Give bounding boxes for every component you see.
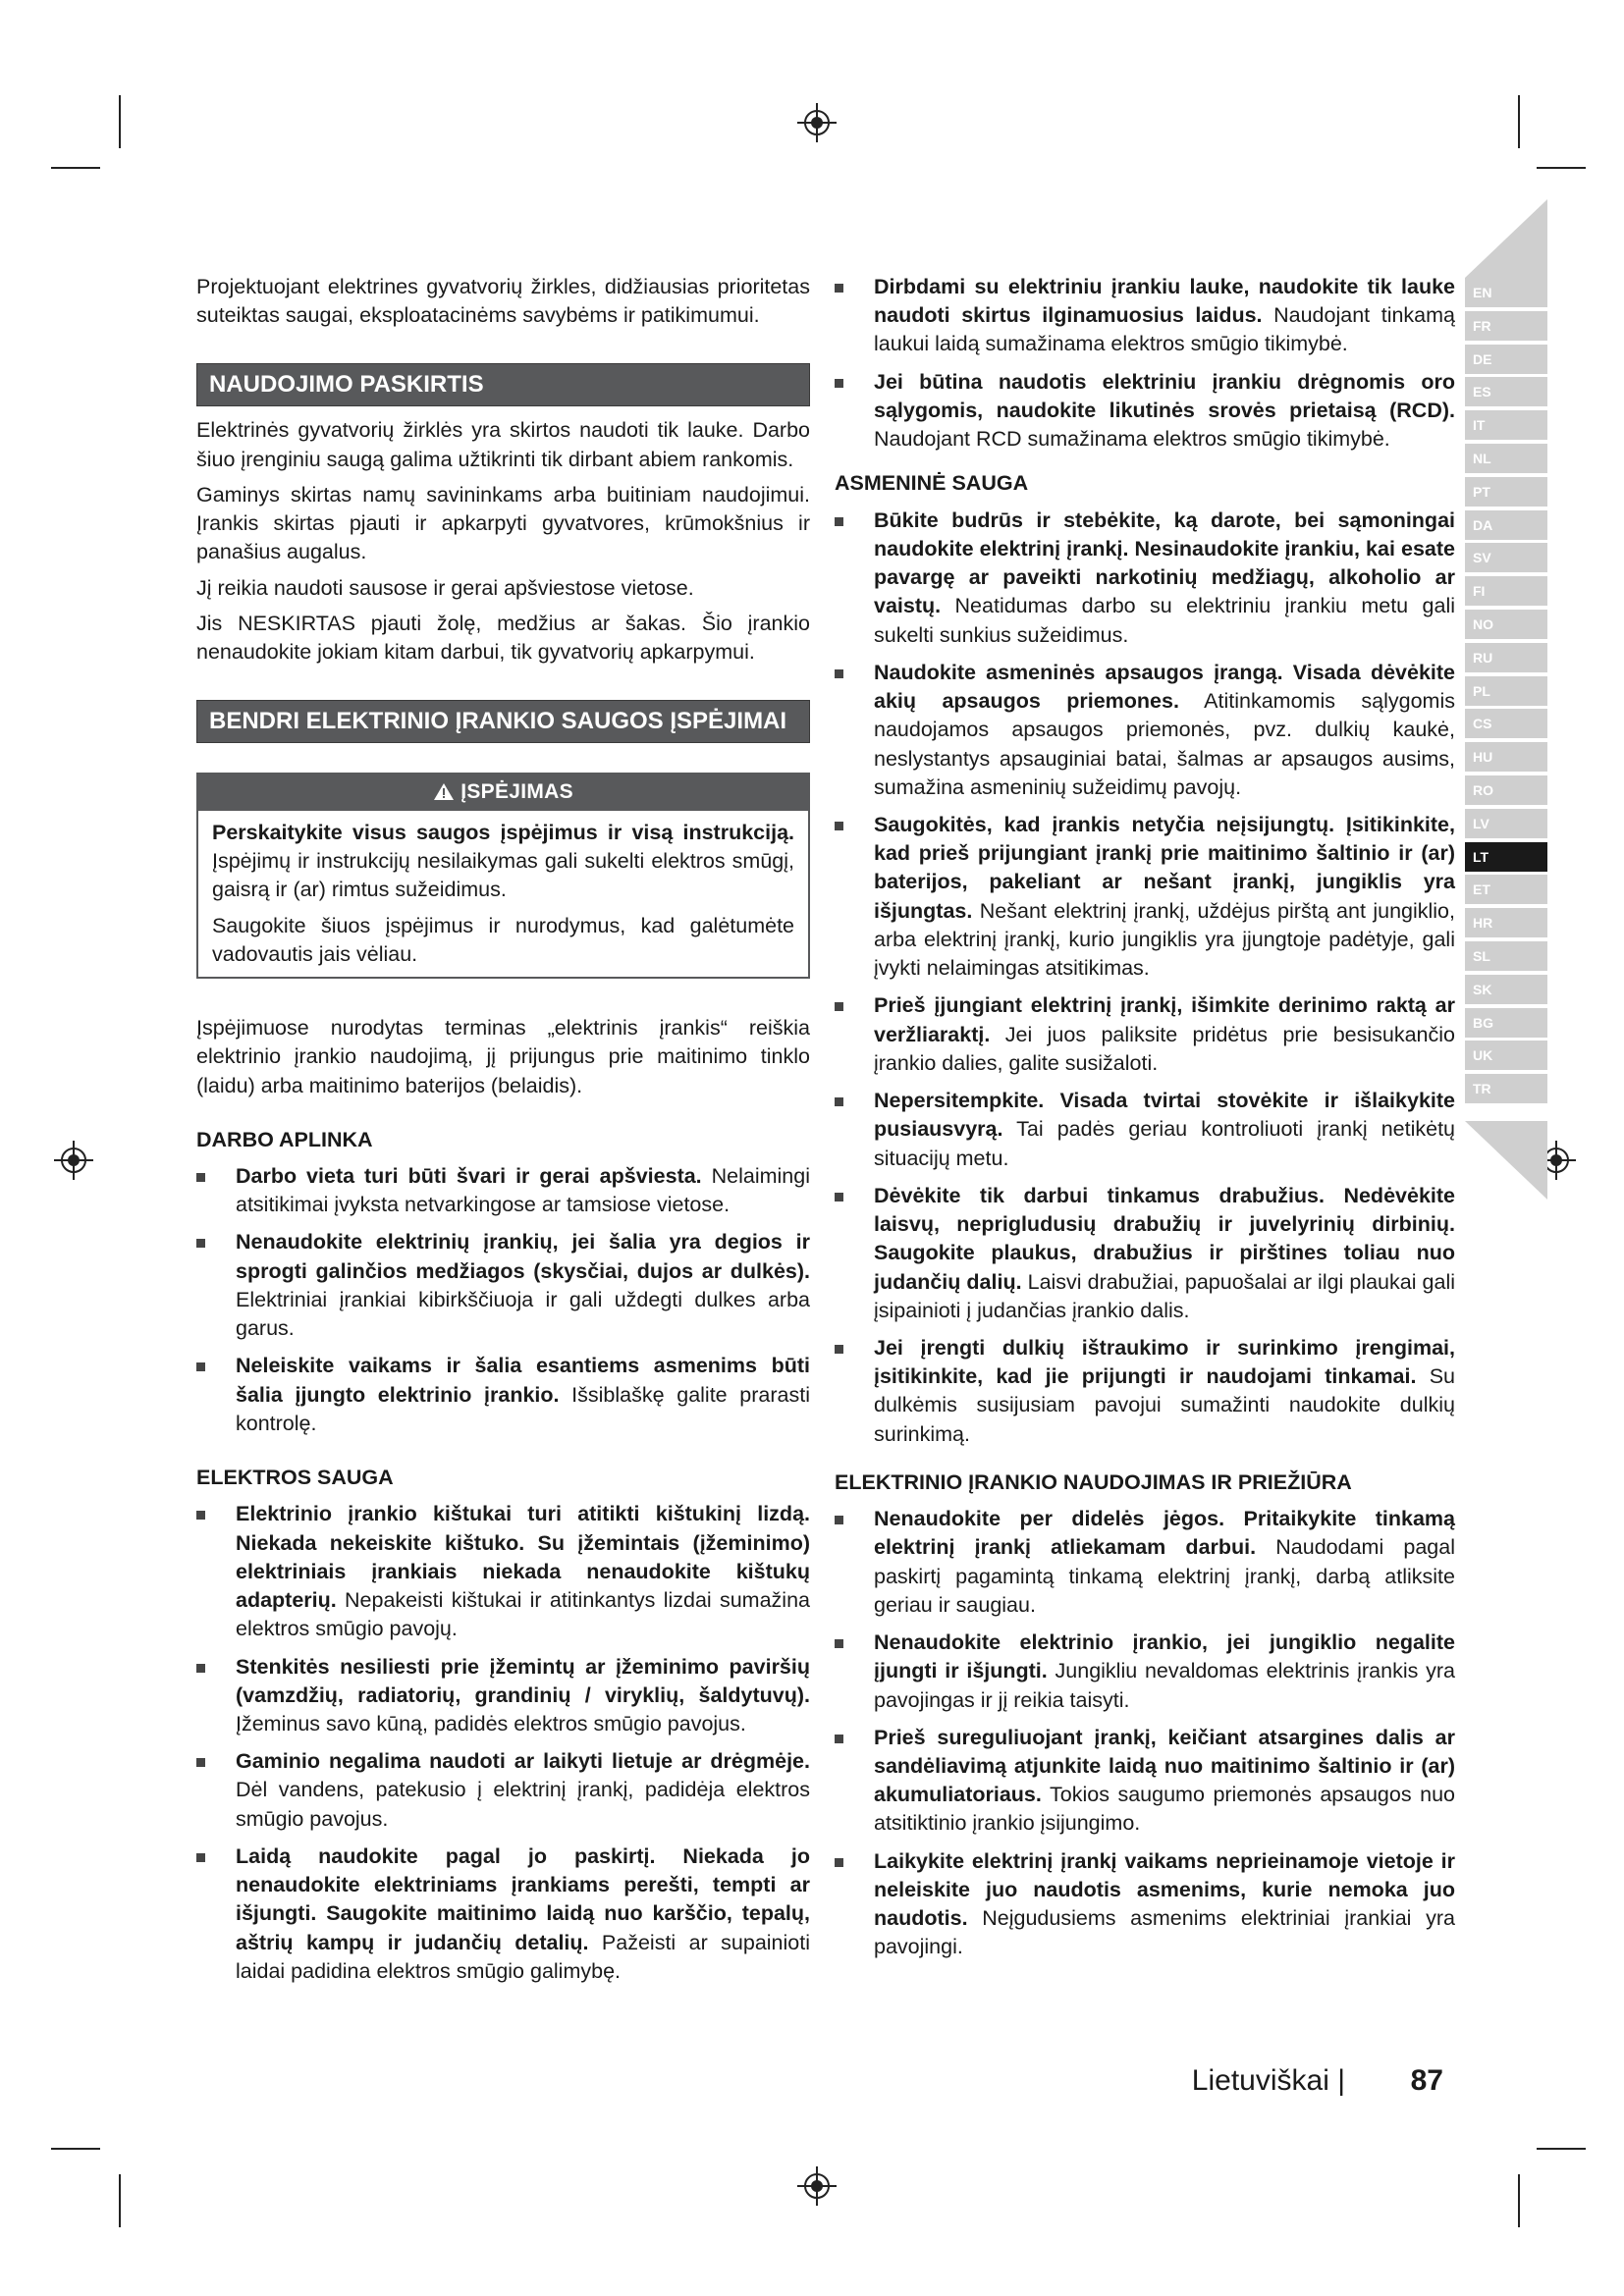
registration-mark-icon — [797, 103, 837, 142]
crop-mark — [119, 2174, 121, 2227]
warning-header — [198, 774, 808, 811]
tab-lang-fi: FI — [1465, 576, 1547, 606]
tool-use-list — [835, 1505, 1455, 1962]
electrical-list — [196, 1500, 810, 1986]
list-item — [196, 1352, 810, 1438]
item-bold-text: Stenkitės nesiliesti prie įžemintų ar įžeminimo paviršių (vamzdžių, radiatorių, grandinių / viryklių, šaldytuvų). — [236, 1654, 810, 1707]
list-item — [835, 659, 1455, 802]
tab-lang-sv: SV — [1465, 543, 1547, 572]
use-paragraph: Elektrinės gyvatvorių žirklės yra skirtos naudoti tik lauke. Darbo šiuo įrenginiu saugą galima užtikrinti tik dirbant abiem rankomis. — [196, 418, 810, 471]
item-text: Naudodami pagal paskirtį pagamintą tinkamą elektrinį įrankį, darbą atliksite geriau ir saugiau. — [874, 1535, 1455, 1617]
language-tabs — [1465, 278, 1547, 1107]
list-item — [835, 1629, 1455, 1715]
crop-mark — [51, 2148, 100, 2150]
crop-mark — [119, 95, 121, 148]
list-item — [196, 1653, 810, 1739]
warning-box — [196, 773, 810, 979]
item-bold-text: Dirbdami su elektriniu įrankiu lauke, naudokite tik lauke naudoti skirtus ilginamuosius laidus. — [874, 275, 1455, 328]
tab-lang-pl: PL — [1465, 676, 1547, 706]
warning-paragraph — [212, 819, 794, 905]
tab-lang-uk: UK — [1465, 1041, 1547, 1070]
right-column — [835, 273, 1455, 1971]
list-item — [196, 1500, 810, 1643]
crop-mark — [51, 167, 100, 169]
item-text: Nelaimingi atsitikimai įvyksta netvarkingose ar tamsiose vietose. — [236, 1164, 810, 1217]
item-text: Elektriniai įrankiai kibirkščiuoja ir gali uždegti dulkes arba garus. — [236, 1287, 810, 1341]
tab-lang-da: DA — [1465, 510, 1547, 540]
list-item — [835, 811, 1455, 983]
tab-lang-lt: LT — [1465, 842, 1547, 872]
list-item — [835, 368, 1455, 454]
warning-text: Įspėjimų ir instrukcijų nesilaikymas gali sukelti elektros smūgį, gaisrą ir (ar) rimtus sužeidimus. — [212, 849, 794, 902]
item-text: Įžeminus savo kūną, padidės elektros smūgio pavojus. — [236, 1711, 746, 1735]
subheading-tool-use: ELEKTRINIO ĮRANKIO NAUDOJIMAS IR PRIEŽIŪRA — [835, 1469, 1352, 1494]
warning-body — [198, 811, 808, 977]
item-text: Neatidumas darbo su elektriniu įrankiu metu gali sukelti sunkius sužeidimus. — [874, 594, 1455, 647]
item-bold-text: Nenaudokite elektrinio įrankio, jei jungiklio negalite įjungti ir išjungti. — [874, 1630, 1455, 1683]
personal-safety-list — [835, 507, 1455, 1449]
registration-mark-icon — [54, 1141, 93, 1180]
list-item — [196, 1842, 810, 1986]
tab-lang-fr: FR — [1465, 311, 1547, 341]
item-bold-text: Prieš sureguliuojant įrankį, keičiant atsargines dalis ar sandėliavimą atjunkite laidą nuo maitinimo šaltinio ir (ar) akumuliatoriaus. — [874, 1725, 1455, 1807]
item-text: Atitinkamomis sąlygomis naudojamos apsaugos priemonės, pvz. dulkių kaukė, neslystantys apsauginiai batai, šalmas ar apsaugos ausims, sumažina asmeninių sužeidimų pavojų. — [874, 689, 1455, 799]
item-bold-text: Naudokite asmeninės apsaugos įrangą. Visada dėvėkite akių apsaugos priemones. — [874, 660, 1455, 714]
item-bold-text: Neleiskite vaikams ir šalia esantiems asmenims būti šalia įjungto elektrinio įrankio. — [236, 1354, 810, 1407]
tab-lang-lv: LV — [1465, 809, 1547, 838]
item-text: Dėl vandens, patekusio į elektrinį įrankį, padidėja elektros smūgio pavojus. — [236, 1778, 810, 1831]
item-text: Tokios saugumo priemonės apsaugos nuo atsitiktinio įrankio įsijungimo. — [874, 1783, 1455, 1836]
subheading-electrical: ELEKTROS SAUGA — [196, 1466, 394, 1490]
item-bold-text: Gaminio negalima naudoti ar laikyti lietuje ar drėgmėje. — [236, 1749, 810, 1774]
tab-lang-hu: HU — [1465, 742, 1547, 772]
warning-title: ĮSPĖJIMAS — [460, 780, 573, 804]
tab-lang-en: EN — [1465, 278, 1547, 307]
item-bold-text: Prieš įjungiant elektrinį įrankį, išimkite derinimo raktą ar veržliaraktį. — [874, 993, 1455, 1046]
item-bold-text: Laidą naudokite pagal jo paskirtį. Niekada jo nenaudokite elektriniams įrankiams perešti, tempti ar išjungti. Saugokite maitinimo laidą nuo karščio, tepalų, aštrių kampų ir judančių detalių. — [236, 1843, 810, 1954]
tab-lang-et: ET — [1465, 875, 1547, 904]
item-bold-text: Saugokitės, kad įrankis netyčia neįsijungtų. Įsitikinkite, kad prieš prijungiant įrankį prie maitinimo šaltinio ir (ar) baterijos, pakeliant ar nešant įrankį, jungiklis yra išjungtas. — [874, 812, 1455, 923]
tab-strip-bottom — [1465, 1121, 1547, 1200]
item-text: Naudojant tinkamą laukui laidą sumažinama elektros smūgio tikimybė. — [874, 303, 1455, 356]
footer-language: Lietuviškai | — [1191, 2064, 1345, 2097]
item-text: Pažeisti ar supainioti laidai padidina elektros smūgio galimybę. — [236, 1930, 810, 1983]
warning-triangle-icon — [433, 782, 455, 801]
list-item — [835, 273, 1455, 359]
tab-lang-ru: RU — [1465, 643, 1547, 672]
item-bold-text: Jei būtina naudotis elektriniu įrankiu drėgnomis oro sąlygomis, naudokite likutinės srovės prietaisą (RCD). — [874, 369, 1455, 422]
crop-mark — [1518, 95, 1520, 148]
item-text: Neįgudusiems asmenims elektriniai įrankiai yra pavojingi. — [874, 1906, 1455, 1959]
list-item — [835, 1182, 1455, 1325]
crop-mark — [1518, 2174, 1520, 2227]
left-column — [196, 273, 810, 1995]
subheading-work-area: DARBO APLINKA — [196, 1127, 373, 1151]
item-bold-text: Nepersitempkite. Visada tvirtai stovėkite ir išlaikykite pusiausvyrą. — [874, 1089, 1455, 1142]
item-text: Išsiblaškę galite prarasti kontrolę. — [236, 1382, 810, 1435]
tab-lang-sl: SL — [1465, 941, 1547, 971]
warning-bold: Perskaitykite visus saugos įspėjimus ir visą instrukciją. — [212, 820, 794, 844]
use-paragraph: Jį reikia naudoti sausose ir gerai apšviestose vietose. — [196, 575, 694, 600]
item-bold-text: Jei įrengti dulkių ištraukimo ir surinkimo įrengimai, įsitikinkite, kad jie prijungti ir naudojami tinkamai. — [874, 1335, 1455, 1389]
item-text: Nepakeisti kištukai ir atitinkantys lizdai sumažina elektros smūgio pavojų. — [236, 1588, 810, 1641]
item-text: Nešant elektrinį įrankį, uždėjus pirštą ant jungiklio, arba elektrinį įrankį, kurio jungiklis yra įjungtoje padėtyje, gali įvykti nelaimingas atsitikimas. — [874, 898, 1455, 981]
crop-mark — [1537, 167, 1586, 169]
list-item — [196, 1162, 810, 1219]
tab-strip-top — [1465, 199, 1547, 278]
intro-paragraph: Projektuojant elektrines gyvatvorių žirkles, didžiausias prioritetas suteiktas saugai, eksploatacinėms savybėms ir patikimumui. — [196, 275, 810, 328]
item-bold-text: Būkite budrūs ir stebėkite, ką darote, bei sąmoningai naudokite elektrinį įrankį. Nesinaudokite įrankiu, kai esate pavargę ar paveikti narkotinių medžiagų, alkoholio ar vaistų. — [874, 507, 1455, 618]
outdoor-list — [835, 273, 1455, 454]
item-text: Naudojant RCD sumažinama elektros smūgio tikimybė. — [874, 427, 1390, 452]
tab-lang-ro: RO — [1465, 775, 1547, 805]
tab-lang-no: NO — [1465, 610, 1547, 639]
list-item — [196, 1228, 810, 1343]
tab-lang-hr: HR — [1465, 908, 1547, 937]
item-text: Su dulkėmis susijusiam pavojui sumažinti naudokite dulkių surinkimą. — [874, 1364, 1455, 1446]
item-text: Jungikliu nevaldomas elektrinis įrankis yra pavojingas ir jį reikia taisyti. — [874, 1659, 1455, 1712]
tab-lang-de: DE — [1465, 345, 1547, 374]
item-text: Jei juos paliksite pridėtus prie besisukančio įrankio dalies, galite susižaloti. — [874, 1022, 1455, 1075]
list-item — [835, 1724, 1455, 1839]
section-heading-use: NAUDOJIMO PASKIRTIS — [196, 363, 810, 406]
use-paragraph: Gaminys skirtas namų savininkams arba buitiniam naudojimui. Įrankis skirtas pjauti ir apkarpyti gyvatvores, krūmokšnius ir panašius augalus. — [196, 482, 810, 564]
tab-lang-nl: NL — [1465, 444, 1547, 473]
list-item — [835, 1334, 1455, 1449]
list-item — [835, 1505, 1455, 1620]
item-bold-text: Nenaudokite elektrinių įrankių, jei šalia yra degios ir sprogti galinčios medžiagos (skysčiai, dujos ar dulkės). — [236, 1230, 810, 1283]
list-item — [196, 1747, 810, 1834]
use-paragraph: Jis NESKIRTAS pjauti žolę, medžius ar šakas. Šio įrankio nenaudokite jokiam kitam darbui, tik gyvatvorių apkarpymui. — [196, 611, 810, 665]
tab-lang-tr: TR — [1465, 1074, 1547, 1103]
item-bold-text: Dėvėkite tik darbui tinkamus drabužius. Nedėvėkite laisvų, neprigludusių drabužių ir juvelyrinių dirbinių. Saugokite plaukus, drabužius ir pirštines toliau nuo judančių dalių. — [874, 1183, 1455, 1294]
crop-mark — [1537, 2148, 1586, 2150]
item-text: Laisvi drabužiai, papuošalai ar ilgi plaukai gali įsipainioti į judančias įrankio dalis. — [874, 1269, 1456, 1322]
list-item — [835, 507, 1455, 650]
tab-lang-sk: SK — [1465, 975, 1547, 1004]
list-item — [835, 1847, 1455, 1962]
tab-lang-it: IT — [1465, 410, 1547, 440]
warning-paragraph: Saugokite šiuos įspėjimus ir nurodymus, kad galėtumėte vadovautis jais vėliau. — [212, 913, 794, 966]
registration-mark-icon — [797, 2166, 837, 2206]
section-heading-general: BENDRI ELEKTRINIO ĮRANKIO SAUGOS ĮSPĖJIMAI — [196, 700, 810, 743]
page-number: 87 — [1410, 2064, 1443, 2097]
tab-lang-es: ES — [1465, 377, 1547, 406]
item-bold-text: Elektrinio įrankio kištukai turi atitikti kištukinį lizdą. Niekada nekeiskite kištuko. Su įžemintais (įžeminimo) elektriniais įrankiais niekada nenaudokite kištukų adapterių. — [236, 1502, 810, 1613]
tab-lang-cs: CS — [1465, 709, 1547, 738]
item-bold-text: Nenaudokite per didelės jėgos. Pritaikykite tinkamą elektrinį įrankį atliekamam darbui. — [874, 1507, 1455, 1560]
work-area-list — [196, 1162, 810, 1438]
subheading-personal: ASMENINĖ SAUGA — [835, 471, 1029, 496]
item-bold-text: Laikykite elektrinį įrankį vaikams neprieinamoje vietoje ir neleiskite juo naudotis asmenims, kurie nemoka juo naudotis. — [874, 1848, 1455, 1931]
list-item — [835, 1087, 1455, 1173]
item-bold-text: Darbo vieta turi būti švari ir gerai apšviesta. — [236, 1164, 702, 1188]
tab-lang-bg: BG — [1465, 1008, 1547, 1038]
list-item — [835, 991, 1455, 1078]
term-paragraph: Įspėjimuose nurodytas terminas „elektrinis įrankis“ reiškia elektrinio įrankio naudojimą, jį prijungus prie maitinimo tinklo (laidu) arba maitinimo baterijos (belaidis). — [196, 1016, 810, 1097]
tab-lang-pt: PT — [1465, 477, 1547, 507]
item-text: Tai padės geriau kontroliuoti įrankį netikėtų situacijų metu. — [874, 1117, 1455, 1170]
